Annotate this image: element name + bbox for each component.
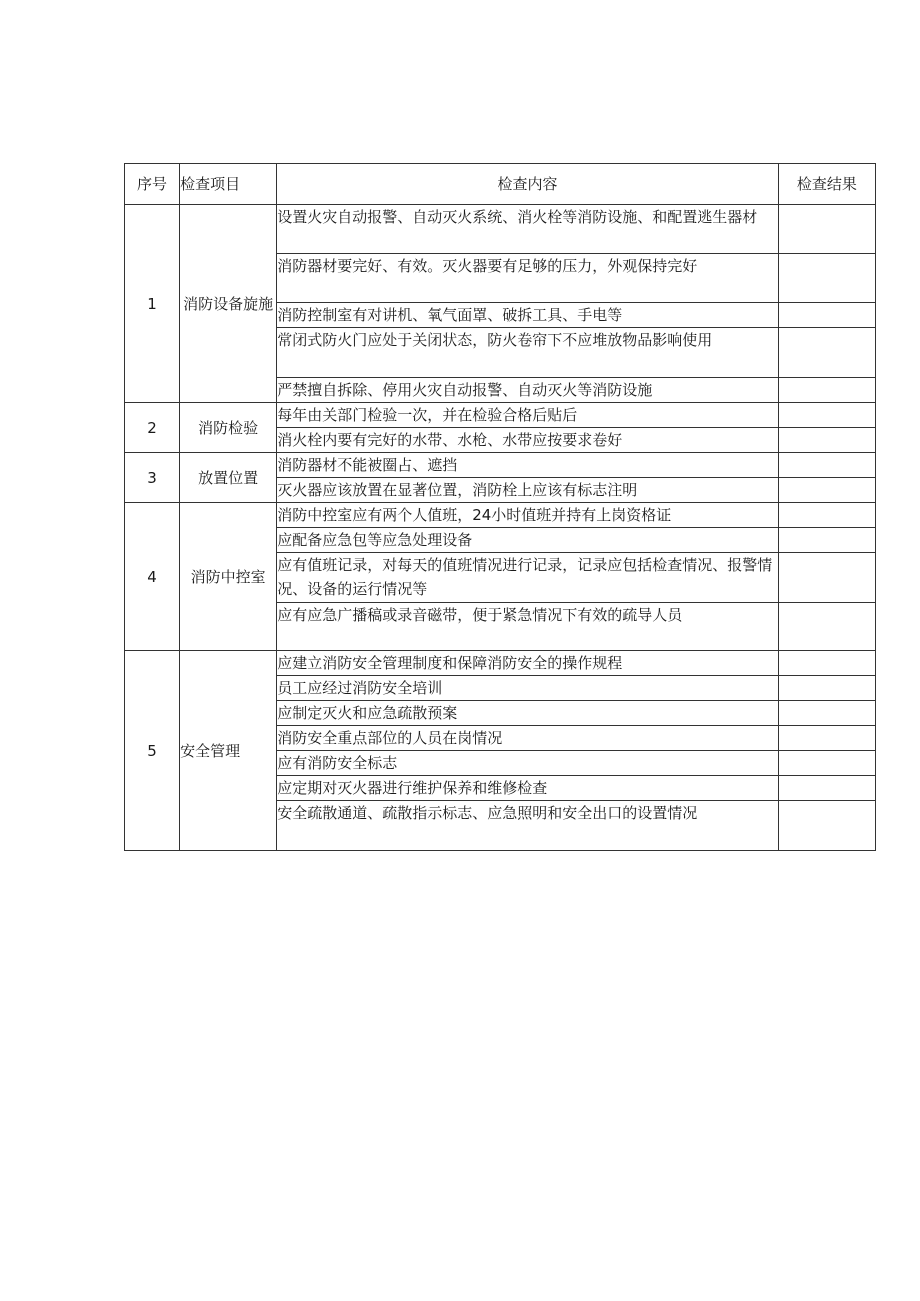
result-cell[interactable] xyxy=(778,651,875,676)
result-cell[interactable] xyxy=(778,453,875,478)
header-item: 检查项目 xyxy=(180,164,277,205)
check-content: 严禁擅自拆除、停用火灾自动报警、自动灭火等消防设施 xyxy=(277,378,779,403)
result-cell[interactable] xyxy=(778,478,875,503)
check-content: 消防器材不能被圈占、遮挡 xyxy=(277,453,779,478)
inspection-table xyxy=(124,163,876,851)
result-cell[interactable] xyxy=(778,428,875,453)
check-content: 应有应急广播稿或录音磁带，便于紧急情况下有效的疏导人员 xyxy=(277,603,779,651)
table-row xyxy=(125,205,876,254)
section-item: 消防检验 xyxy=(180,403,277,453)
section-item: 消防中控室 xyxy=(180,503,277,651)
section-no: 5 xyxy=(125,651,180,851)
header-no: 序号 xyxy=(125,164,180,205)
check-content: 员工应经过消防安全培训 xyxy=(277,676,779,701)
header-result: 检查结果 xyxy=(778,164,875,205)
result-cell[interactable] xyxy=(778,328,875,378)
result-cell[interactable] xyxy=(778,676,875,701)
check-content: 灭火器应该放置在显著位置，消防栓上应该有标志注明 xyxy=(277,478,779,503)
header-row xyxy=(125,164,876,205)
check-content: 消火栓内要有完好的水带、水枪、水带应按要求卷好 xyxy=(277,428,779,453)
section-no: 1 xyxy=(125,205,180,403)
check-content: 消防安全重点部位的人员在岗情况 xyxy=(277,726,779,751)
check-content: 消防器材要完好、有效。灭火器要有足够的压力，外观保持完好 xyxy=(277,254,779,303)
result-cell[interactable] xyxy=(778,378,875,403)
result-cell[interactable] xyxy=(778,205,875,254)
check-content: 设置火灾自动报警、自动灭火系统、消火栓等消防设施、和配置逃生器材 xyxy=(277,205,779,254)
check-content: 应有消防安全标志 xyxy=(277,751,779,776)
section-item: 安全管理 xyxy=(180,651,277,851)
check-content: 应定期对灭火器进行维护保养和维修检查 xyxy=(277,776,779,801)
check-content: 应制定灭火和应急疏散预案 xyxy=(277,701,779,726)
result-cell[interactable] xyxy=(778,801,875,851)
result-cell[interactable] xyxy=(778,701,875,726)
check-content: 每年由关部门检验一次，并在检验合格后贴后 xyxy=(277,403,779,428)
section-no: 4 xyxy=(125,503,180,651)
result-cell[interactable] xyxy=(778,303,875,328)
section-item: 消防设备旋施 xyxy=(180,205,277,403)
check-content: 应建立消防安全管理制度和保障消防安全的操作规程 xyxy=(277,651,779,676)
table-row xyxy=(125,453,876,478)
section-no: 2 xyxy=(125,403,180,453)
result-cell[interactable] xyxy=(778,553,875,603)
section-item: 放置位置 xyxy=(180,453,277,503)
result-cell[interactable] xyxy=(778,254,875,303)
result-cell[interactable] xyxy=(778,751,875,776)
table-row xyxy=(125,651,876,676)
check-content: 消防控制室有对讲机、氧气面罩、破拆工具、手电等 xyxy=(277,303,779,328)
result-cell[interactable] xyxy=(778,528,875,553)
check-content: 消防中控室应有两个人值班，24小时值班并持有上岗资格证 xyxy=(277,503,779,528)
table-row xyxy=(125,503,876,528)
table-row xyxy=(125,403,876,428)
check-content: 应有值班记录，对每天的值班情况进行记录，记录应包括检查情况、报警情况、设备的运行情况等 xyxy=(277,553,779,603)
result-cell[interactable] xyxy=(778,726,875,751)
check-content: 应配备应急包等应急处理设备 xyxy=(277,528,779,553)
section-no: 3 xyxy=(125,453,180,503)
check-content: 安全疏散通道、疏散指示标志、应急照明和安全出口的设置情况 xyxy=(277,801,779,851)
result-cell[interactable] xyxy=(778,503,875,528)
result-cell[interactable] xyxy=(778,776,875,801)
result-cell[interactable] xyxy=(778,603,875,651)
result-cell[interactable] xyxy=(778,403,875,428)
header-content: 检查内容 xyxy=(277,164,779,205)
check-content: 常闭式防火门应处于关闭状态，防火卷帘下不应堆放物品影响使用 xyxy=(277,328,779,378)
